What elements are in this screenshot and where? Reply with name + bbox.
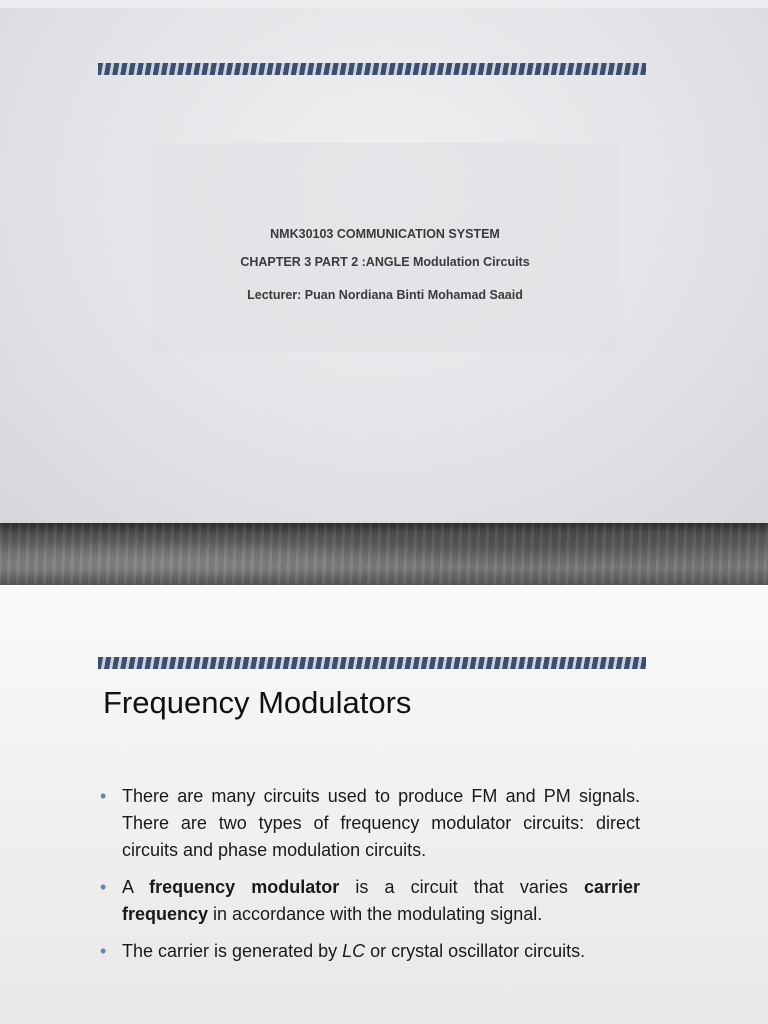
- chapter-title: CHAPTER 3 PART 2 :ANGLE Modulation Circuits: [240, 255, 530, 269]
- slide-title: Frequency Modulators: [103, 685, 412, 720]
- list-item: [100, 938, 640, 965]
- list-item: [100, 783, 640, 864]
- term-carrier-frequency: carrier frequency: [122, 877, 641, 924]
- page-top-gap: [0, 0, 768, 8]
- bullet-text-part: or crystal oscillator circuits.: [365, 941, 586, 961]
- lecturer-name: Lecturer: Puan Nordiana Binti Mohamad Saaid: [247, 288, 523, 302]
- bullet-icon: •: [100, 941, 107, 961]
- course-title: NMK30103 COMMUNICATION SYSTEM: [270, 227, 500, 241]
- bullet-text-part: The carrier is generated by: [122, 941, 343, 961]
- list-item: [100, 874, 640, 928]
- decorative-stripe: [98, 63, 646, 75]
- bullet-text-part: A: [122, 877, 150, 897]
- bullet-text: There are many circuits used to produce FM and PM signals. There are two types of frequency modulator circuits: direct circuits and phase modulation circuits.: [122, 786, 640, 860]
- bullet-icon: •: [100, 786, 107, 806]
- term-frequency-modulator: frequency modulator: [149, 877, 340, 897]
- decorative-stripe: [98, 657, 646, 669]
- bullet-text-part: in accordance with the modulating signal.: [208, 904, 543, 924]
- content-slide: [0, 585, 768, 1024]
- title-box: [152, 143, 618, 353]
- bullet-list: [100, 783, 640, 975]
- bullet-icon: •: [100, 877, 107, 897]
- term-lc: LC: [342, 941, 366, 961]
- bullet-text-part: is a circuit that varies: [339, 877, 584, 897]
- slide-floor-texture: [0, 523, 768, 585]
- title-slide: [0, 8, 768, 523]
